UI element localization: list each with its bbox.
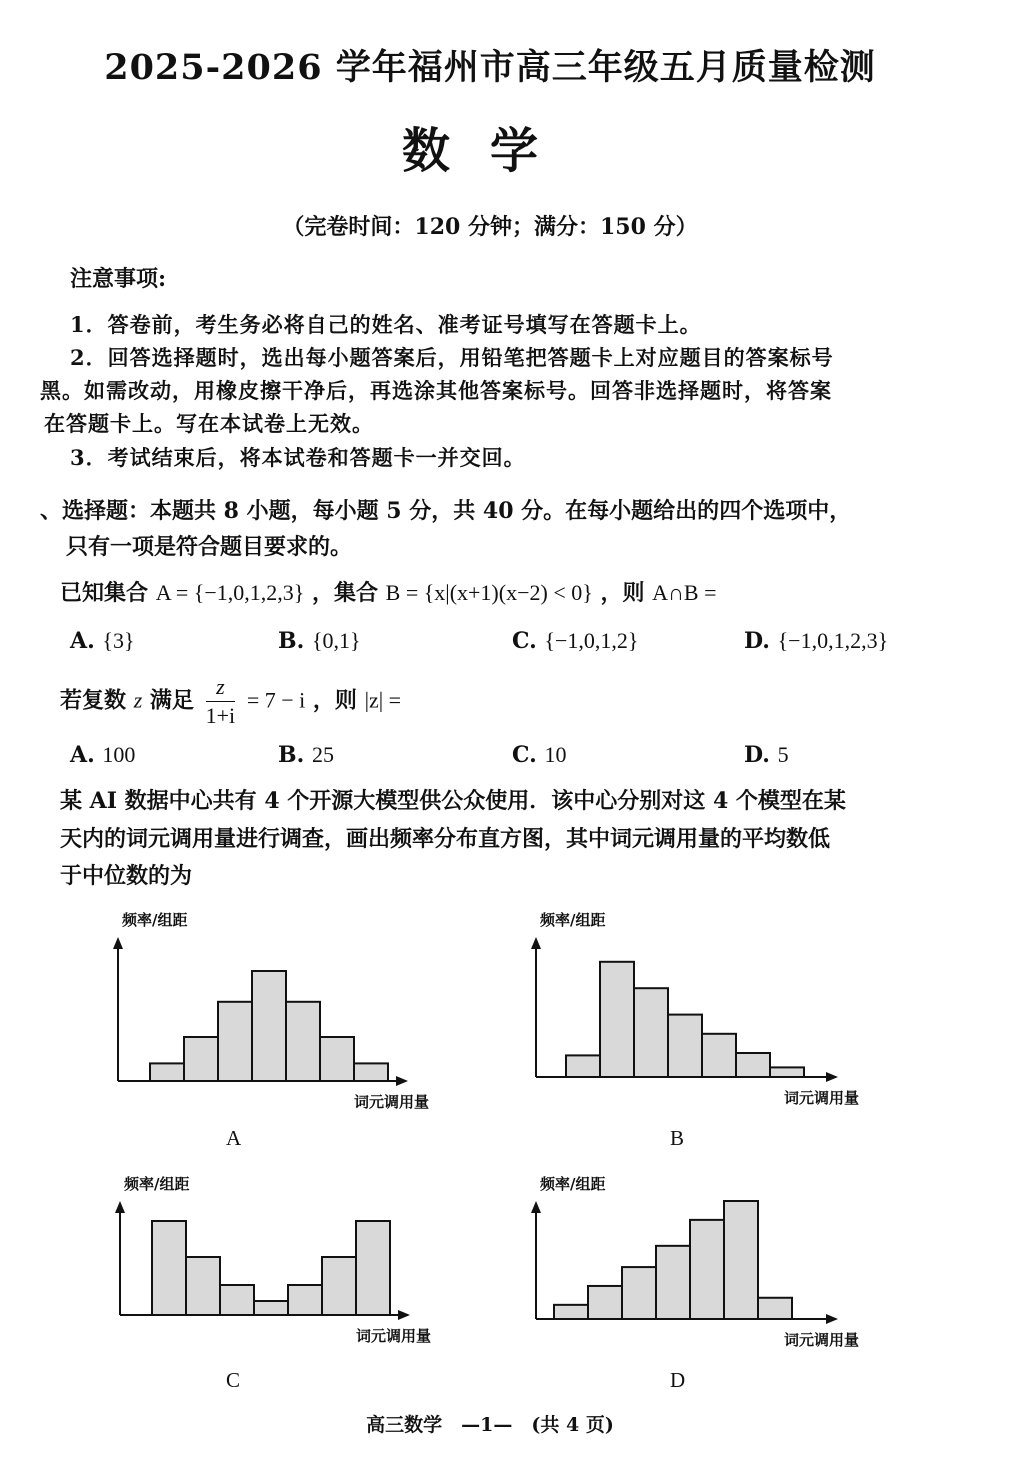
- histogram-a: [100, 905, 460, 1115]
- q2-option-d: D. 5: [744, 742, 789, 768]
- y-axis-arrow: [531, 1201, 541, 1213]
- histogram-bar: [770, 1067, 804, 1077]
- histogram-b-caption: B: [670, 1126, 685, 1150]
- histogram-a-caption: A: [226, 1126, 242, 1150]
- y-axis-label: 频率/组距: [122, 911, 188, 929]
- histogram-d-caption: D: [670, 1368, 686, 1392]
- q2-text-1: 若复数: [60, 687, 127, 714]
- question-2: [60, 676, 401, 727]
- q2-option-a: A. 100: [70, 742, 136, 768]
- y-axis-label: 频率/组距: [540, 911, 606, 929]
- q2-text-3: ，则: [312, 687, 357, 714]
- x-axis-label: 词元调用量: [356, 1327, 432, 1345]
- q2-frac-den: 1+i: [205, 703, 236, 728]
- exam-info: （完卷时间：120 分钟；满分：150 分）: [282, 214, 698, 240]
- q2-option-c: C. 10: [512, 742, 567, 768]
- q2-text-2: 满足: [149, 687, 194, 714]
- histogram-bar: [554, 1305, 588, 1319]
- q1-text-3: ，则: [600, 580, 645, 606]
- q1-set-b: B = {x|(x+1)(x−2) < 0}: [385, 580, 593, 605]
- x-axis-label: 词元调用量: [784, 1331, 860, 1349]
- notice-line-2c: 在答题卡上。写在本试卷上无效。: [44, 411, 374, 436]
- y-axis-arrow: [113, 937, 123, 949]
- exam-title: 2025-2026 学年福州市高三年级五月质量检测: [104, 47, 876, 88]
- q1-text-2: ，集合: [311, 580, 378, 606]
- q1-option-a: A. {3}: [70, 628, 135, 654]
- histogram-bar: [322, 1257, 356, 1315]
- histogram-bar: [288, 1285, 322, 1315]
- y-axis-label: 频率/组距: [540, 1175, 606, 1193]
- histogram-bar: [622, 1267, 656, 1319]
- notice-line-2b: 黑。如需改动，用橡皮擦干净后，再选涂其他答案标号。回答非选择题时，将答案: [40, 378, 832, 403]
- histogram-bar: [566, 1055, 600, 1077]
- subject-title: 数学: [401, 123, 578, 179]
- q1-option-d: D. {−1,0,1,2,3}: [744, 628, 889, 654]
- q2-ask: |z| =: [364, 687, 402, 713]
- histogram-bar: [218, 1002, 252, 1081]
- q2-frac-num: z: [206, 676, 236, 702]
- histogram-bar: [186, 1257, 220, 1315]
- x-axis-arrow: [826, 1314, 838, 1324]
- notice-heading: 注意事项:: [70, 266, 167, 292]
- q2-var: z: [133, 687, 143, 713]
- notice-line-1: 1．答卷前，考生务必将自己的姓名、准考证号填写在答题卡上。: [70, 312, 702, 337]
- histogram-bar: [354, 1063, 388, 1081]
- histogram-c: [100, 1175, 460, 1385]
- question-3-line-1: 某 AI 数据中心共有 4 个开源大模型供公众使用．该中心分别对这 4 个模型在某: [60, 788, 846, 814]
- notice-line-3: 3．考试结束后，将本试卷和答题卡一并交回。: [70, 445, 526, 470]
- q2-eq: = 7 − i: [246, 687, 306, 713]
- histogram-bar: [286, 1002, 320, 1081]
- histogram-bar: [150, 1063, 184, 1081]
- histogram-bar: [320, 1037, 354, 1081]
- histogram-bar: [588, 1286, 622, 1319]
- histogram-bar: [724, 1201, 758, 1319]
- histogram-bar: [184, 1037, 218, 1081]
- q2-fraction: [206, 676, 236, 727]
- q2-option-b: B. 25: [278, 742, 334, 768]
- histogram-c-caption: C: [226, 1368, 241, 1392]
- histogram-bar: [736, 1053, 770, 1077]
- x-axis-label: 词元调用量: [784, 1089, 860, 1107]
- section-heading-line-2: 只有一项是符合题目要求的。: [66, 534, 353, 560]
- histogram-bar: [220, 1285, 254, 1315]
- histogram-d: [522, 1175, 882, 1385]
- histogram-bar: [758, 1298, 792, 1319]
- histogram-bar: [254, 1301, 288, 1315]
- q1-set-a: A = {−1,0,1,2,3}: [155, 580, 305, 605]
- y-axis-arrow: [531, 937, 541, 949]
- histogram-bar: [152, 1221, 186, 1315]
- histogram-bar: [356, 1221, 390, 1315]
- question-3-line-3: 于中位数的为: [60, 863, 193, 889]
- notice-line-2a: 2．回答选择题时，选出每小题答案后，用铅笔把答题卡上对应题目的答案标号: [70, 345, 834, 370]
- q1-option-b: B. {0,1}: [278, 628, 361, 654]
- histogram-b: [522, 905, 882, 1115]
- question-1: [60, 576, 717, 607]
- histogram-bar: [252, 971, 286, 1081]
- section-heading-line-1: 、选择题：本题共 8 小题，每小题 5 分，共 40 分。在每小题给出的四个选项中，: [40, 498, 852, 524]
- q1-option-c: C. {−1,0,1,2}: [512, 628, 639, 654]
- y-axis-arrow: [115, 1201, 125, 1213]
- histogram-bar: [656, 1246, 690, 1319]
- x-axis-arrow: [396, 1076, 408, 1086]
- q1-text-1: 已知集合: [60, 580, 149, 606]
- x-axis-arrow: [826, 1072, 838, 1082]
- question-3-line-2: 天内的词元调用量进行调查，画出频率分布直方图，其中词元调用量的平均数低: [60, 826, 831, 852]
- histogram-bar: [634, 988, 668, 1077]
- histogram-bar: [668, 1015, 702, 1077]
- x-axis-label: 词元调用量: [354, 1093, 430, 1111]
- histogram-bar: [600, 962, 634, 1077]
- q1-ask: A∩B =: [652, 580, 717, 605]
- histogram-bar: [702, 1034, 736, 1077]
- page-footer: 高三数学 —1— (共 4 页): [366, 1414, 614, 1436]
- x-axis-arrow: [398, 1310, 410, 1320]
- y-axis-label: 频率/组距: [124, 1175, 190, 1193]
- histogram-bar: [690, 1220, 724, 1319]
